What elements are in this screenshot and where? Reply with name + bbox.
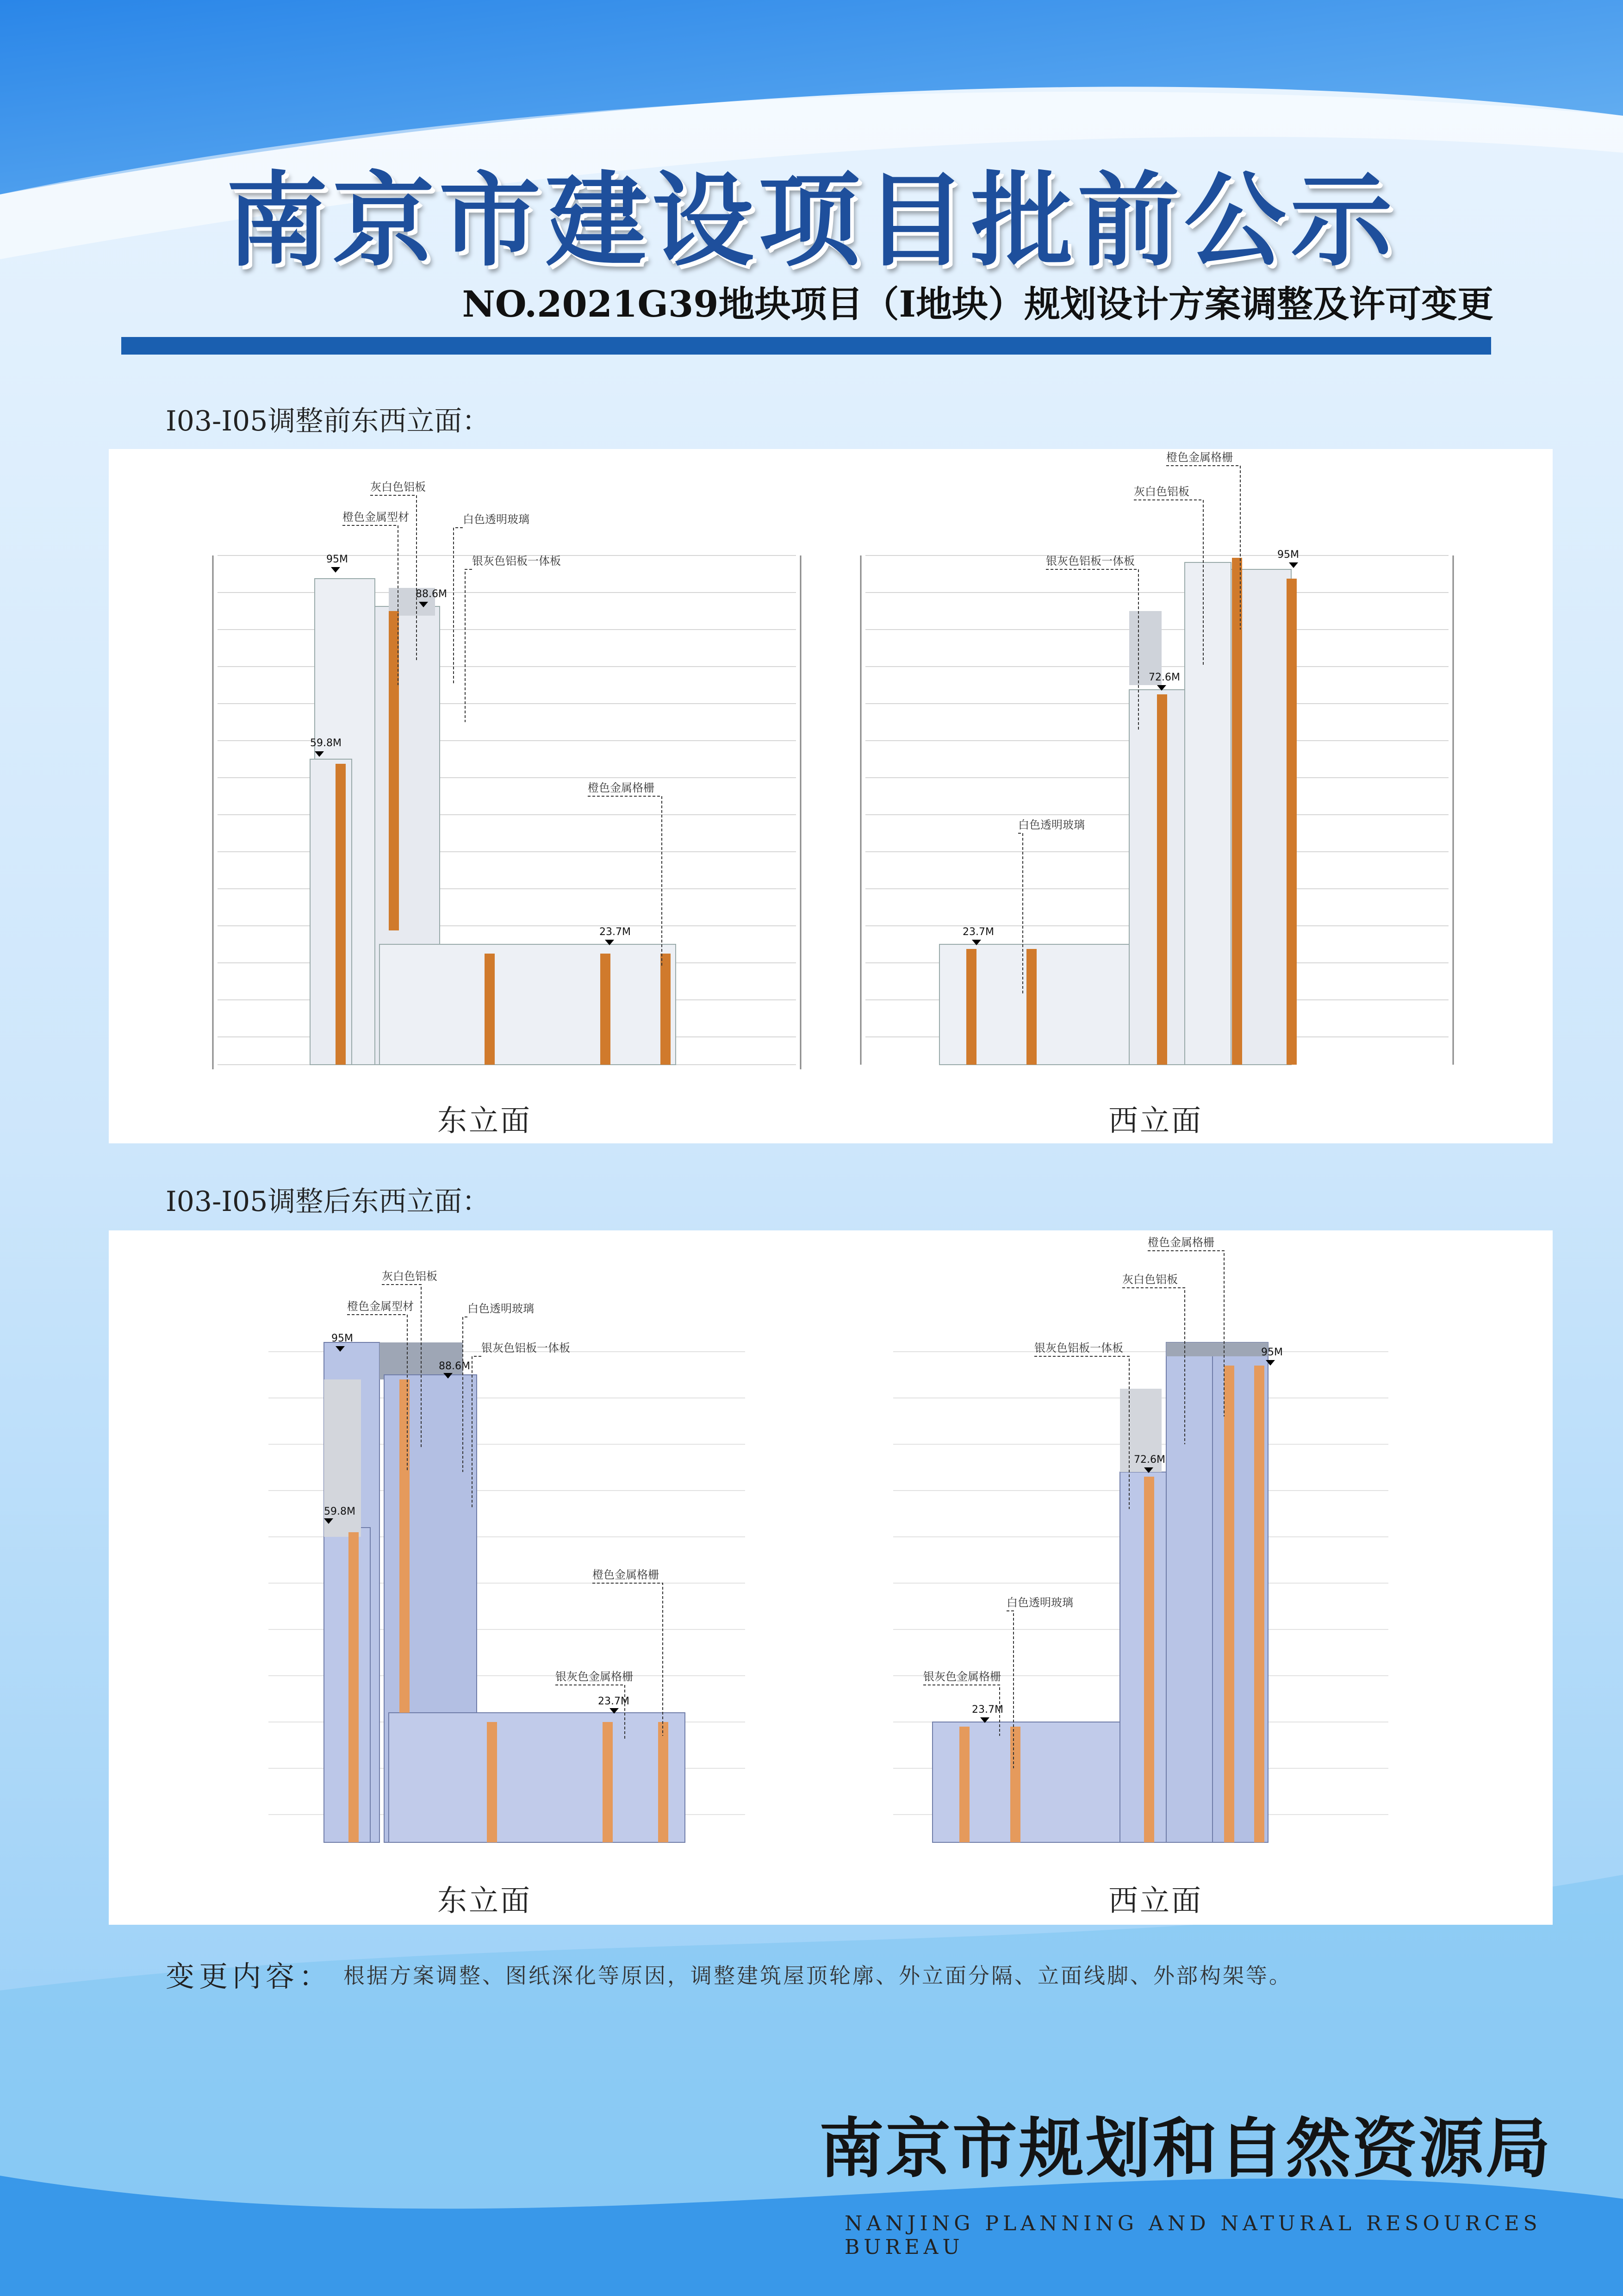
- height-marker: 23.7M: [963, 926, 994, 938]
- height-marker: 23.7M: [972, 1704, 1003, 1716]
- material-label: 白色透明玻璃: [1007, 1596, 1073, 1609]
- height-marker: 59.8M: [324, 1506, 355, 1517]
- material-label: 白色透明玻璃: [1018, 818, 1085, 831]
- material-label: 白色透明玻璃: [467, 1302, 534, 1315]
- material-label: 灰白色铝板: [1134, 485, 1189, 498]
- material-label: 橙色金属格栅: [1148, 1236, 1214, 1249]
- height-marker: 95M: [1277, 549, 1299, 561]
- height-marker: 88.6M: [416, 588, 447, 600]
- change-description: 根据方案调整、图纸深化等原因，调整建筑屋顶轮廓、外立面分隔、立面线脚、外部构架等。: [343, 1963, 1292, 1988]
- section-heading-before: I03-I05调整前东西立面：: [166, 405, 490, 437]
- height-marker: 23.7M: [598, 1696, 629, 1707]
- height-marker: 88.6M: [439, 1360, 470, 1372]
- bureau-name-cn: 南京市规划和自然资源局: [819, 2111, 1553, 2187]
- material-label: 橙色金属型材: [342, 511, 409, 524]
- material-label: 银灰色铝板一体板: [481, 1341, 570, 1354]
- height-marker: 95M: [326, 554, 348, 565]
- change-label: 变更内容：: [166, 1959, 333, 1993]
- material-label: 白色透明玻璃: [463, 513, 529, 526]
- east-elevation-after-drawing: [176, 1241, 833, 1875]
- material-label: 银灰色金属格栅: [555, 1670, 633, 1683]
- title-divider: [121, 337, 1491, 355]
- height-marker: 72.6M: [1134, 1454, 1165, 1466]
- material-label: 灰白色铝板: [1122, 1273, 1178, 1286]
- height-marker: 72.6M: [1149, 672, 1180, 683]
- material-label: 橙色金属格栅: [1166, 451, 1233, 464]
- page-title: 南京市建设项目批前公示: [226, 160, 1397, 280]
- caption-east-before: 东立面: [437, 1104, 532, 1138]
- material-label: 灰白色铝板: [382, 1270, 437, 1283]
- caption-west-before: 西立面: [1108, 1104, 1203, 1138]
- height-marker: 95M: [331, 1333, 353, 1344]
- section-heading-after: I03-I05调整后东西立面：: [166, 1185, 490, 1218]
- material-label: 银灰色金属格栅: [923, 1670, 1001, 1683]
- caption-west-after: 西立面: [1108, 1884, 1203, 1918]
- material-label: 橙色金属型材: [347, 1300, 414, 1313]
- height-marker: 59.8M: [310, 737, 342, 749]
- east-elevation-before-drawing: [176, 463, 833, 1083]
- caption-east-after: 东立面: [437, 1884, 532, 1918]
- bureau-name-en: NANJING PLANNING AND NATURAL RESOURCES BUREAU: [845, 2212, 1542, 2259]
- project-subtitle: NO.2021G39地块项目（I地块）规划设计方案调整及许可变更: [462, 283, 1493, 325]
- material-label: 橙色金属格栅: [592, 1568, 659, 1581]
- material-label: 银灰色铝板一体板: [1034, 1341, 1123, 1354]
- west-elevation-before-drawing: [833, 444, 1490, 1083]
- west-elevation-after-drawing: [833, 1231, 1490, 1870]
- material-label: 橙色金属格栅: [588, 781, 654, 794]
- height-marker: 95M: [1261, 1347, 1283, 1358]
- material-label: 灰白色铝板: [370, 480, 426, 493]
- material-label: 银灰色铝板一体板: [472, 555, 561, 568]
- material-label: 银灰色铝板一体板: [1046, 555, 1135, 568]
- height-marker: 23.7M: [599, 926, 631, 938]
